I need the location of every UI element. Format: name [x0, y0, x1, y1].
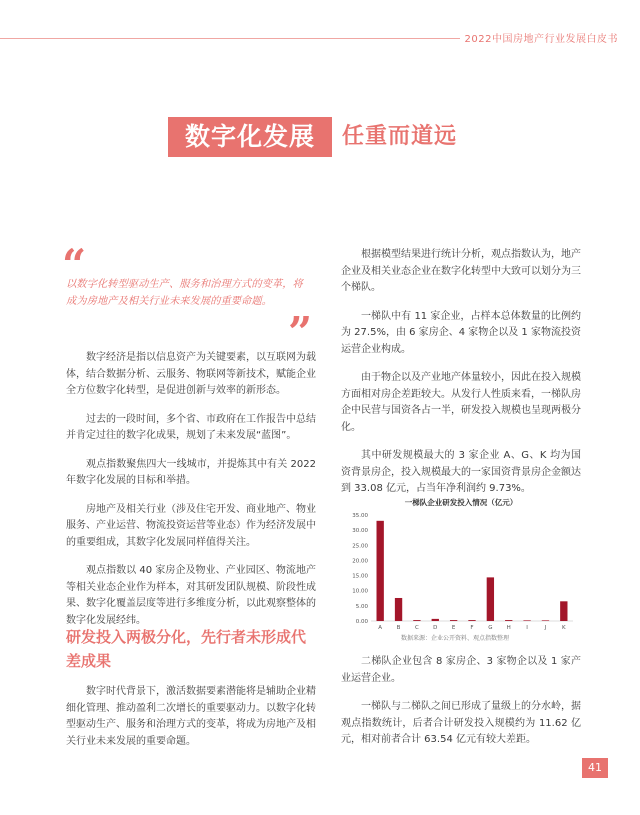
left-column-after-heading — [66, 684, 316, 762]
y-tick-label: 5.00 — [355, 603, 368, 610]
chart-source: 数据来源：企业公开资料、观点指数整理 — [401, 635, 510, 642]
title-highlight: 数字化发展 — [168, 117, 332, 157]
paragraph: 二梯队企业包含 8 家房企、3 家物企以及 1 家产业运营企业。 — [341, 656, 581, 684]
bar-g — [487, 577, 494, 621]
x-tick-label: H — [506, 625, 511, 631]
y-tick-label: 30.00 — [352, 528, 368, 535]
x-tick-label: K — [562, 625, 566, 631]
paragraph: 根据模型结果进行统计分析，观点指数认为，地产企业及相关业态企业在数字化转型中大致可以划分为三个梯队。 — [341, 249, 581, 293]
y-tick-label: 0.00 — [355, 619, 368, 625]
header-rule — [0, 38, 460, 39]
y-tick-label: 15.00 — [352, 573, 368, 580]
bar-d — [432, 619, 439, 621]
bar-j — [542, 620, 549, 621]
bar-k — [560, 601, 567, 621]
section-heading: 研发投入两极分化，先行者未形成代差成果 — [66, 628, 307, 670]
paragraph: 观点指数以 40 家房企及物业、产业园区、物流地产等相关业态企业作为样本，对其研发团队规模、阶段性成果、数字化覆盖层度等进行多维度分析，以此观察整体的数字化发展经纬。 — [66, 565, 316, 626]
x-tick-label: I — [526, 625, 528, 631]
right-column — [341, 247, 581, 510]
bar-a — [377, 521, 384, 621]
bar-b — [395, 598, 402, 621]
bar-chart — [343, 493, 579, 653]
paragraph: 过去的一段时间，多个省、市政府在工作报告中总结并肯定过往的数字化成果，规划了未来发展“蓝图”。 — [66, 413, 316, 441]
paragraph: 一梯队中有 11 家企业，占样本总体数量的比例约为 27.5%，由 6 家房企、4 家物企以及 1 家物流投资运营企业构成。 — [341, 310, 581, 355]
x-tick-label: C — [414, 625, 419, 631]
paragraph: 房地产及相关行业（涉及住宅开发、商业地产、物业服务、产业运营、物流投资运营等业态）作为经济发展中的重要组成，其数字化发展同样值得关注。 — [66, 503, 316, 548]
right-column-after-chart — [341, 654, 581, 761]
y-tick-label: 20.00 — [352, 558, 368, 565]
paragraph: 其中研发规模最大的 3 家企业 A、G、K 均为国资背景房企，投入规模最大的一家国资背景房企金额达到 33.08 亿元，占当年净利润约 9.73%。 — [341, 450, 581, 494]
x-tick-label: F — [470, 625, 474, 631]
x-tick-label: J — [544, 625, 547, 631]
paragraph: 数字时代背景下，激活数据要素潜能将是辅助企业精细化管理、推动盈利二次增长的重要驱动力。以数字化转型驱动生产、服务和治理方式的变革，将成为房地产及相关行业未来发展的重要命题。 — [66, 686, 316, 747]
left-column — [66, 350, 316, 641]
paragraph: 一梯队与二梯队之间已形成了量级上的分水岭，据观点指数统计，后者合计研发投入规模约为 11.62 亿元，相对前者合计 63.54 亿元有较大差距。 — [341, 701, 581, 745]
bar-h — [505, 620, 512, 621]
paragraph: 由于物企以及产业地产体量较小，因此在投入规模方面相对房企差距较大。从发行人性质来看，一梯队房企中民营与国资各占一半，研发投入规模也呈现两极分化。 — [341, 372, 581, 433]
y-tick-label: 35.00 — [352, 513, 368, 519]
page-number: 41 — [582, 758, 608, 778]
bar-f — [468, 620, 475, 621]
quote-close-icon: ” — [288, 308, 313, 357]
title-rest: 任重而道远 — [342, 124, 458, 149]
pull-quote: 以数字化转型驱动生产、服务和治理方式的变革，将成为房地产及相关行业未来发展的重要命题。 — [66, 278, 303, 307]
x-tick-label: G — [488, 625, 493, 631]
x-tick-label: D — [433, 625, 438, 631]
y-tick-label: 10.00 — [352, 588, 368, 595]
header-title: 2022中国房地产行业发展白皮书 — [464, 34, 618, 45]
chart-svg — [343, 493, 579, 653]
quote-open-icon: “ — [62, 240, 87, 289]
paragraph: 观点指数聚焦四大一线城市，并提炼其中有关 2022 年数字化发展的目标和举措。 — [66, 458, 316, 486]
paragraph: 数字经济是指以信息资产为关键要素，以互联网为载体，结合数据分析、云服务、物联网等新技术，赋能企业全方位数字化转型，是促进创新与效率的新形态。 — [66, 352, 316, 396]
bar-e — [450, 620, 457, 621]
bar-c — [413, 620, 420, 621]
x-tick-label: A — [378, 625, 383, 631]
chart-title: 一梯队企业研发投入情况（亿元） — [404, 498, 518, 507]
x-tick-label: E — [451, 625, 456, 631]
y-tick-label: 25.00 — [352, 543, 368, 550]
bar-i — [523, 620, 530, 621]
x-tick-label: B — [396, 625, 401, 631]
